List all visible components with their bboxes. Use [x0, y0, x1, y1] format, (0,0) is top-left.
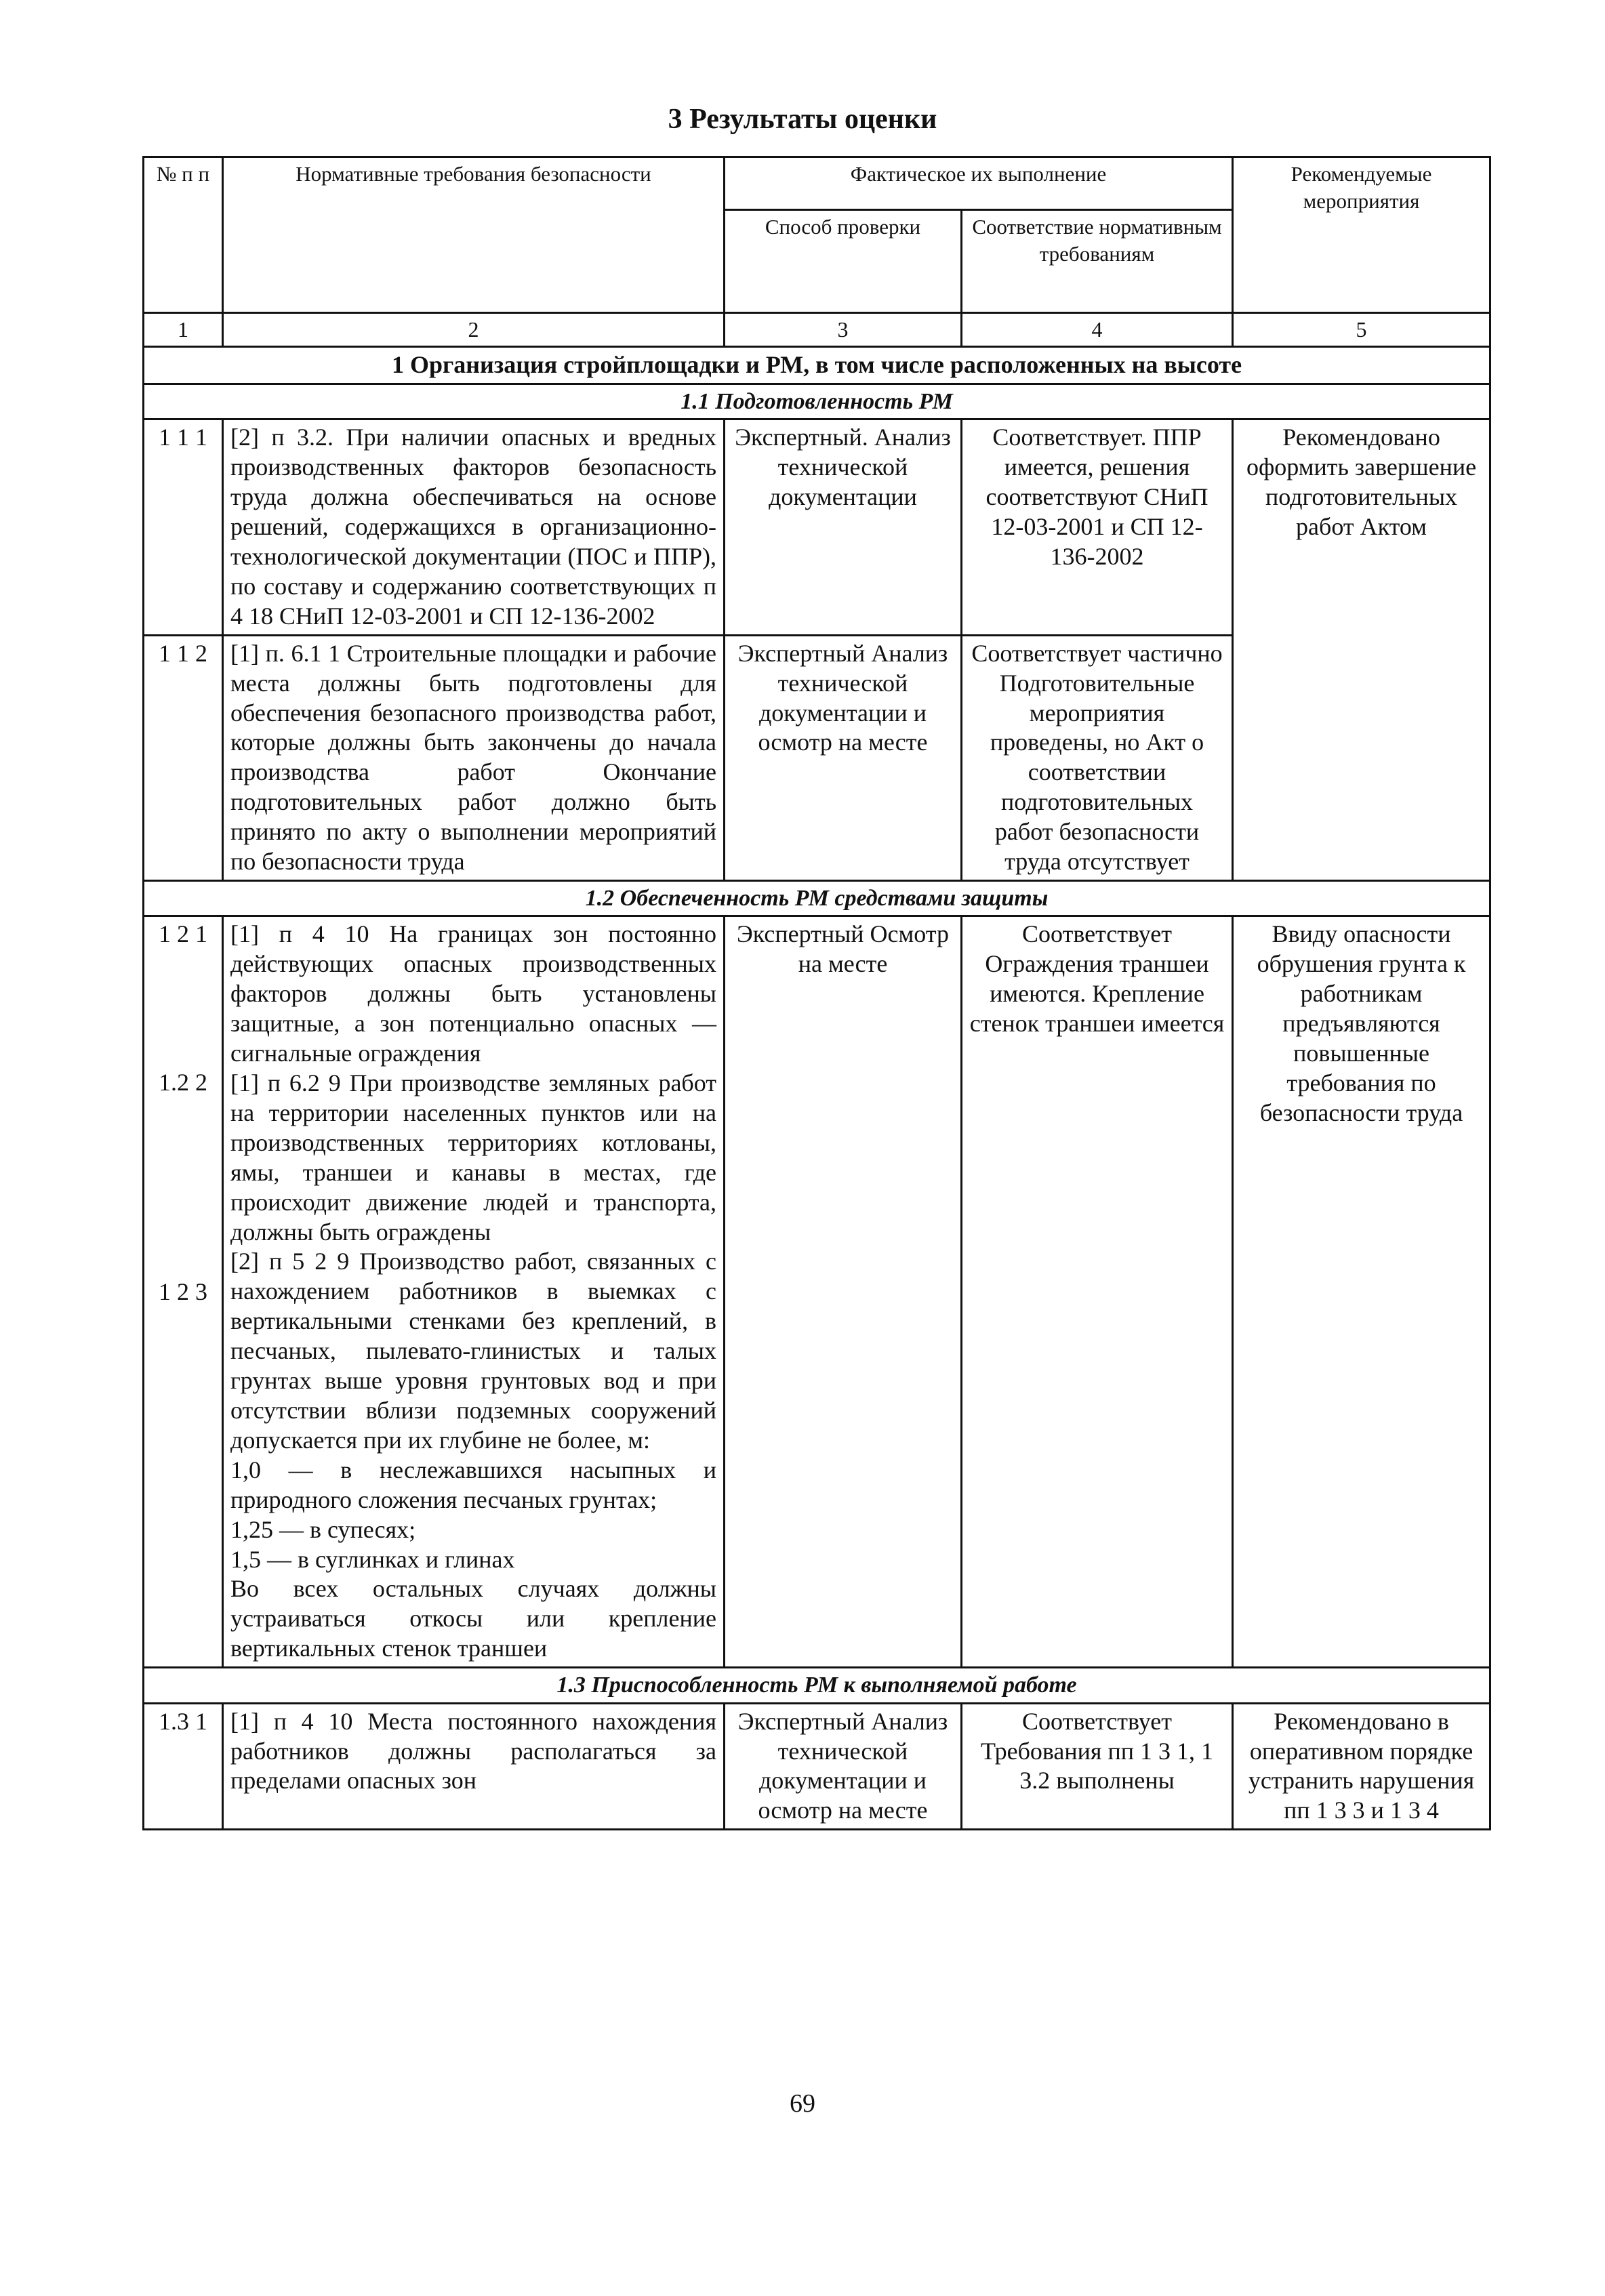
row-index-group: [144, 916, 223, 1668]
header-actual: Фактическое их выполнение: [725, 157, 1233, 210]
compliance-text: Соответствует частично Подготовительные мероприятия проведены, но Акт о соответствии подготовительных работ безопасности труда отсутствует: [962, 635, 1233, 880]
subsection-title: 1.3 Приспособленность РМ к выполняемой работе: [144, 1668, 1490, 1703]
row-index: 1 1 2: [144, 635, 223, 880]
row-index: 1 2 1: [159, 920, 207, 948]
row-index: 1 2 3: [159, 1278, 207, 1306]
header-recommended: Рекомендуемые мероприятия: [1233, 157, 1490, 313]
requirement-line: 1,0 — в неслежавшихся насыпных и природного сложения песчаных грунтах;: [230, 1456, 716, 1513]
table-row: [144, 1703, 1490, 1830]
recommended-measures: Рекомендовано оформить завершение подготовительных работ Актом: [1233, 419, 1490, 881]
requirement-group: [223, 916, 725, 1668]
subsection-title: 1.1 Подготовленность РМ: [144, 384, 1490, 419]
table-row: [144, 419, 1490, 635]
row-index: 1.2 2: [159, 1069, 207, 1096]
table-row: [144, 916, 1490, 1668]
requirement-text: [1] п 6.2 9 При производстве земляных работ на территории населенных пунктов или на производственных территориях котлованы, ямы, траншеи и канавы в местах, где происходит движение людей и транспорта, должны быть ограждены: [230, 1069, 716, 1246]
requirement-text: [2] п 5 2 9 Производство работ, связанных с нахождением работников в выемках с вертикальными стенками без креплений, в песчаных, пылевато-глинистых и талых грунтах выше уровня грунтовых вод и при отсутствии вблизи подземных сооружений допускается при их глубине не более, м:: [230, 1248, 716, 1454]
recommended-measures: Рекомендовано в оперативном порядке устранить нарушения пп 1 3 3 и 1 3 4: [1233, 1703, 1490, 1830]
check-method: Экспертный Осмотр на месте: [725, 916, 962, 1668]
compliance-text: Соответствует Ограждения траншеи имеются. Крепление стенок траншеи имеется: [962, 916, 1233, 1668]
subsection-title: 1.2 Обеспеченность РМ средствами защиты: [144, 881, 1490, 916]
column-number: 3: [725, 313, 962, 347]
section-title: 1 Организация стройплощадки и РМ, в том числе расположенных на высоте: [144, 347, 1490, 384]
column-number: 4: [962, 313, 1233, 347]
page-number: 69: [790, 2089, 815, 2118]
row-index: 1.3 1: [144, 1703, 223, 1830]
check-method: Экспертный Анализ технической документации и осмотр на месте: [725, 1703, 962, 1830]
header-requirements: Нормативные требования безопасности: [223, 157, 725, 313]
column-number: 2: [223, 313, 725, 347]
page-title: 3 Результаты оценки: [668, 104, 937, 135]
column-number: 1: [144, 313, 223, 347]
check-method: Экспертный. Анализ технической документации: [725, 419, 962, 635]
header-num: № п п: [144, 157, 223, 313]
requirement-line: Во всех остальных случаях должны устраиваться откосы или крепление вертикальных стенок траншеи: [230, 1575, 716, 1662]
requirement-text: [1] п 4 10 На границах зон постоянно действующих опасных производственных факторов должны быть установлены защитные, а зон потенциально опасных — сигнальные ограждения: [230, 920, 716, 1067]
results-table: [142, 156, 1491, 1830]
requirement-text: [2] п 3.2. При наличии опасных и вредных производственных факторов безопасность труда должна обеспечиваться на основе решений, содержащихся в организационно-технологической документации (ПОС и ППР), по составу и содержанию соответствующих п 4 18 СНиП 12-03-2001 и СП 12-136-2002: [223, 419, 725, 635]
header-compliance: Соответствие нормативным требованиям: [962, 210, 1233, 313]
row-index: 1 1 1: [144, 419, 223, 635]
column-number: 5: [1233, 313, 1490, 347]
compliance-text: Соответствует Требования пп 1 3 1, 1 3.2 выполнены: [962, 1703, 1233, 1830]
recommended-measures: Ввиду опасности обрушения грунта к работникам предъявляются повышенные требования по безопасности труда: [1233, 916, 1490, 1668]
requirement-text: [1] п 4 10 Места постоянного нахождения работников должны располагаться за пределами опасных зон: [223, 1703, 725, 1830]
requirement-text: [1] п. 6.1 1 Строительные площадки и рабочие места должны быть подготовлены для обеспечения безопасного производства работ, которые должны быть закончены до начала производства работ Окончание подготовительных работ должно быть принято по акту о выполнении мероприятий по безопасности труда: [223, 635, 725, 880]
header-method: Способ проверки: [725, 210, 962, 313]
requirement-line: 1,5 — в суглинках и глинах: [230, 1545, 515, 1573]
requirement-line: 1,25 — в супесях;: [230, 1515, 416, 1543]
compliance-text: Соответствует. ППР имеется, решения соответствуют СНиП 12-03-2001 и СП 12-136-2002: [962, 419, 1233, 635]
check-method: Экспертный Анализ технической документации и осмотр на месте: [725, 635, 962, 880]
